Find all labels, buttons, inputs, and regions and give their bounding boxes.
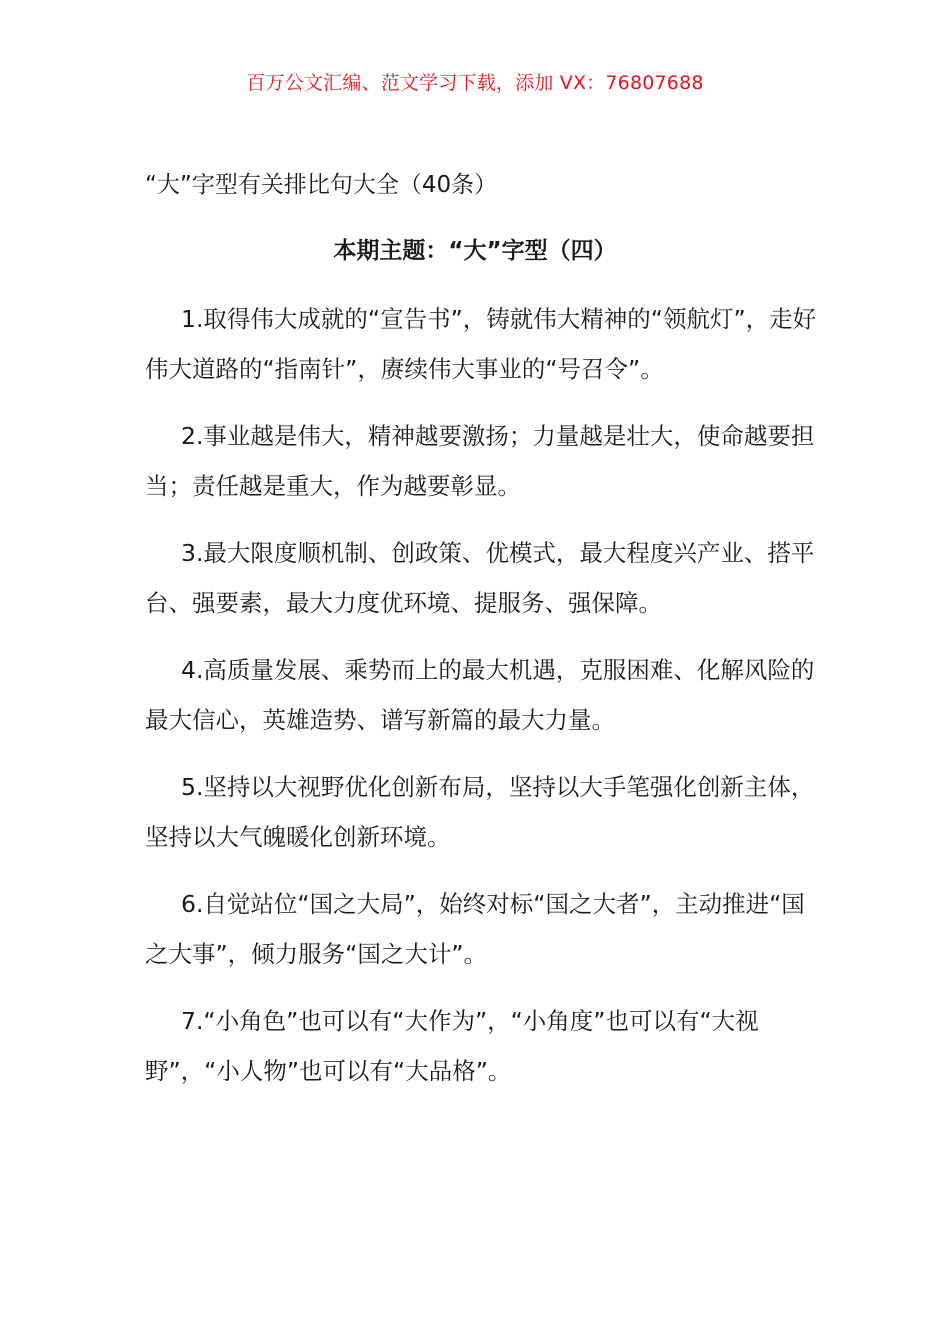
header-promo-note: 百万公文汇编、范文学习下载，添加 VX：76807688	[246, 72, 704, 94]
document-subtitle: 本期主题：“大”字型（四）	[333, 238, 617, 264]
sentence-item-6: 6.自觉站位“国之大局”，始终对标“国之大者”，主动推进“国之大事”，倾力服务“国之大计”。	[145, 890, 805, 968]
sentence-item-1: 1.取得伟大成就的“宣告书”，铸就伟大精神的“领航灯”，走好伟大道路的“指南针”，赓续伟大事业的“号召令”。	[145, 305, 817, 383]
sentence-item-3: 3.最大限度顺机制、创政策、优模式，最大程度兴产业、搭平台、强要素，最大力度优环境、提服务、强保障。	[145, 539, 815, 617]
sentence-item-7: 7.“小角色”也可以有“大作为”，“小角度”也可以有“大视野”，“小人物”也可以有“大品格”。	[145, 1007, 759, 1085]
sentence-item-2: 2.事业越是伟大，精神越要激扬；力量越是壮大，使命越要担当；责任越是重大，作为越要彰显。	[145, 422, 815, 500]
document-title: “大”字型有关排比句大全（40条）	[145, 172, 498, 198]
sentence-item-4: 4.高质量发展、乘势而上的最大机遇，克服困难、化解风险的最大信心，英雄造势、谱写新篇的最大力量。	[145, 656, 815, 734]
sentence-item-5: 5.坚持以大视野优化创新布局，坚持以大手笔强化创新主体，坚持以大气魄暖化创新环境。	[145, 773, 815, 851]
sentence-list	[145, 294, 825, 1113]
